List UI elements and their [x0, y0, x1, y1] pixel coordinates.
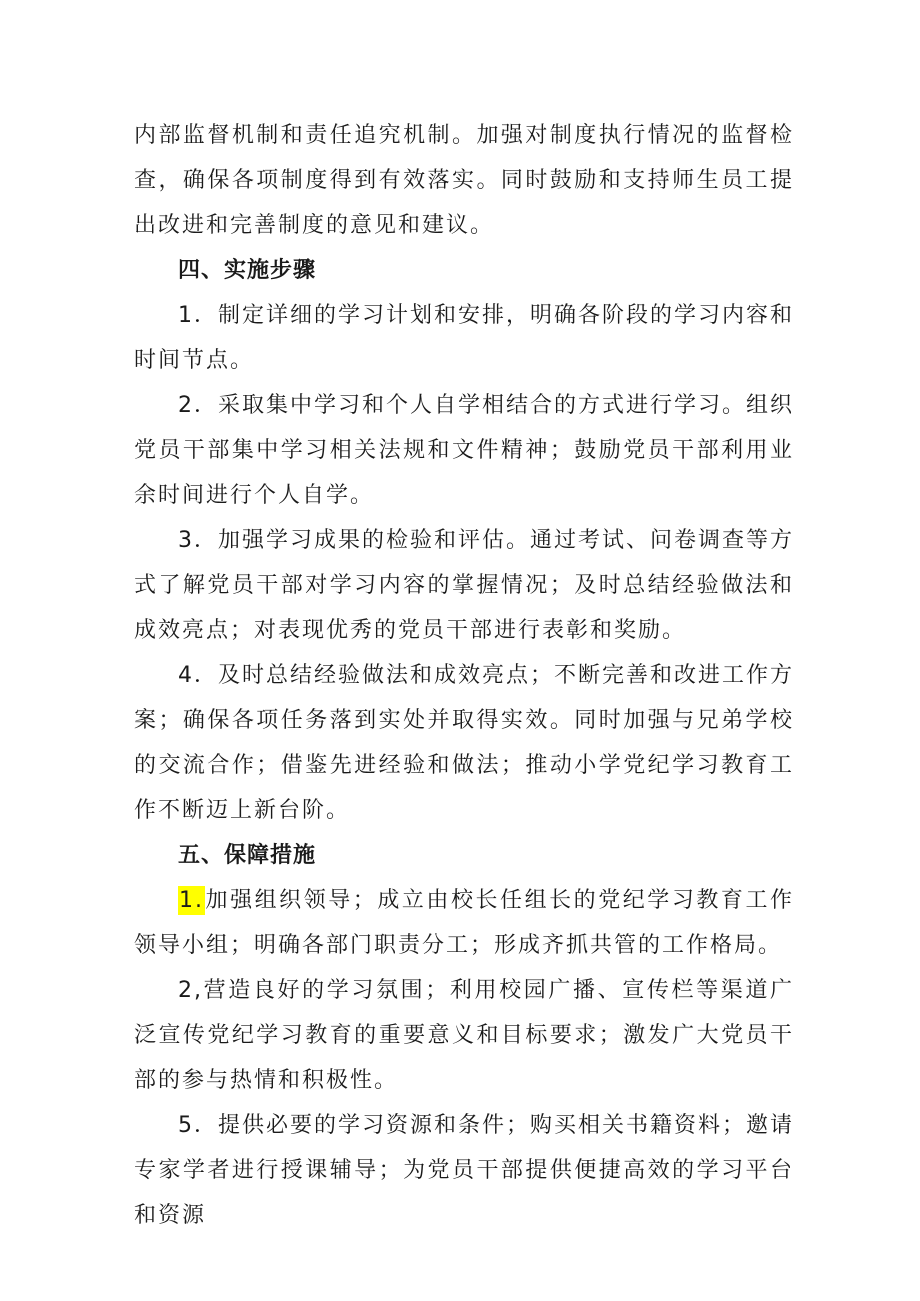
- section-5-heading: 五、保障措施: [178, 843, 317, 868]
- document-body: [134, 113, 794, 1238]
- intro-paragraph: 内部监督机制和责任追究机制。加强对制度执行情况的监督检查，确保各项制度得到有效落实。同时鼓励和支持师生员工提出改进和完善制度的意见和建议。: [134, 123, 794, 238]
- section-5-item-1: [134, 878, 794, 968]
- section-4-item-1: 1．制定详细的学习计划和安排，明确各阶段的学习内容和时间节点。: [134, 303, 794, 373]
- highlighted-item-number: 1.: [179, 888, 204, 913]
- section-4-item-3: 3．加强学习成果的检验和评估。通过考试、问卷调查等方式了解党员干部对学习内容的掌握情况；及时总结经验做法和成效亮点；对表现优秀的党员干部进行表彰和奖励。: [134, 528, 794, 643]
- section-4-heading: 四、实施步骤: [178, 258, 317, 283]
- section-4-item-4: 4．及时总结经验做法和成效亮点；不断完善和改进工作方案；确保各项任务落到实处并取得实效。同时加强与兄弟学校的交流合作；借鉴先进经验和做法；推动小学党纪学习教育工作不断迈上新台阶。: [134, 663, 794, 823]
- section-5-item-3: 5．提供必要的学习资源和条件；购买相关书籍资料；邀请专家学者进行授课辅导；为党员干部提供便捷高效的学习平台和资源: [134, 1113, 794, 1228]
- section-5-item-1-text: 加强组织领导；成立由校长任组长的党纪学习教育工作领导小组；明确各部门职责分工；形成齐抓共管的工作格局。: [134, 888, 794, 958]
- section-5-item-2: 2,营造良好的学习氛围；利用校园广播、宣传栏等渠道广泛宣传党纪学习教育的重要意义和目标要求；激发广大党员干部的参与热情和积极性。: [134, 978, 794, 1093]
- section-4-item-2: 2．采取集中学习和个人自学相结合的方式进行学习。组织党员干部集中学习相关法规和文件精神；鼓励党员干部利用业余时间进行个人自学。: [134, 393, 794, 508]
